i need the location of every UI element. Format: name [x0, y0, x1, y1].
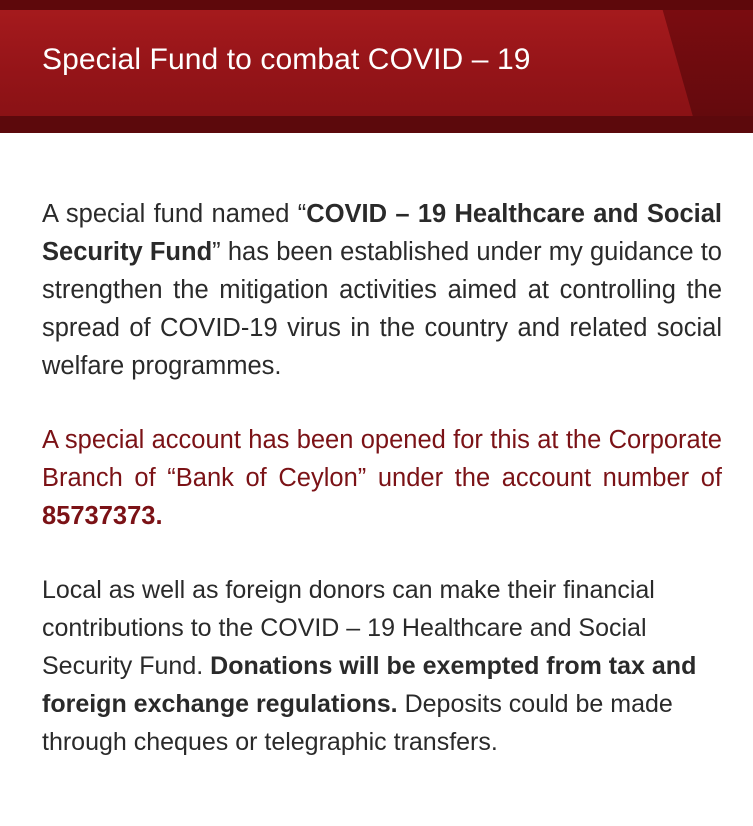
header-bottom-strip	[0, 116, 753, 133]
donors-text-1: Local as well as foreign donors can make their financial contributions to the COVID – 19 Healthcare and Social Security Fund.	[42, 576, 655, 680]
fund-name: COVID – 19 Healthcare and Social Security Fund	[42, 200, 722, 266]
account-paragraph	[42, 421, 722, 535]
account-number: 85737373.	[42, 502, 163, 530]
header-banner	[0, 0, 753, 133]
donors-paragraph	[42, 571, 722, 761]
page-title: Special Fund to combat COVID – 19	[42, 43, 531, 76]
account-text: A special account has been opened for this at the Corporate Branch of “Bank of Ceylon” under the account number of	[42, 426, 722, 492]
fund-text-1: A special fund named “	[42, 200, 307, 228]
fund-description-paragraph	[42, 195, 722, 385]
donors-text-2: Deposits could be made through cheques or telegraphic transfers.	[42, 690, 673, 756]
tax-exemption-text: Donations will be exempted from tax and foreign exchange regulations.	[42, 652, 697, 718]
main-content	[42, 195, 722, 761]
fund-text-2: ” has been established under my guidance to strengthen the mitigation activities aimed at controlling the spread of COVID-19 virus in the country and related social welfare programmes.	[42, 238, 722, 380]
